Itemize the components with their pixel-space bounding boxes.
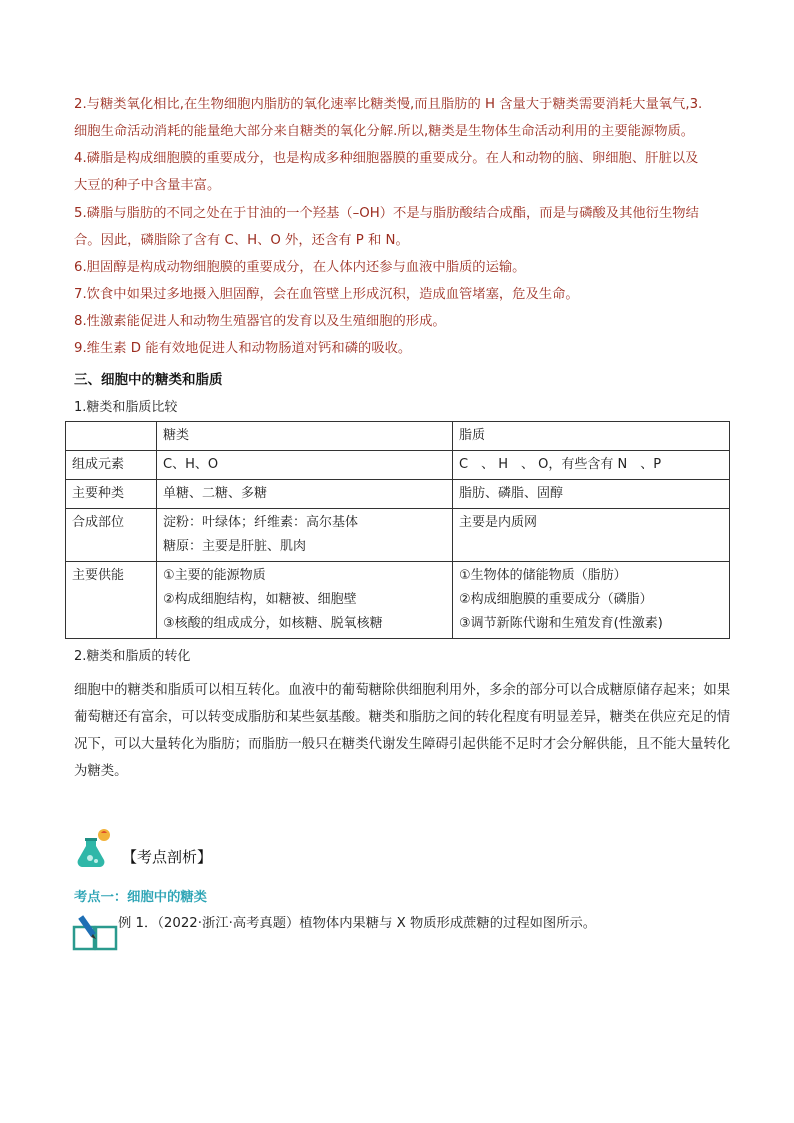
row-label: 主要种类 xyxy=(66,480,157,509)
row-label: 主要供能 xyxy=(66,562,157,639)
point-line-5: 5.磷脂与脂肪的不同之处在于甘油的一个羟基（–OH）不是与脂肪酸结合成酯，而是与磷酸及其他衍生物结 xyxy=(74,206,699,221)
lipid-cell xyxy=(453,480,730,509)
point-line-6: 合。因此，磷脂除了含有 C、H、O 外，还含有 P 和 N。 xyxy=(74,233,409,248)
lipid-cell xyxy=(453,509,730,562)
cell-line: ①生物体的储能物质（脂肪） xyxy=(459,568,627,583)
conversion-paragraph: 细胞中的糖类和脂质可以相互转化。血液中的葡萄糖除供细胞利用外，多余的部分可以合成糖原储存起来；如果葡萄糖还有富余，可以转变成脂肪和某些氨基酸。糖类和脂肪之间的转化程度有明显差异，糖类在供应充足的情况下，可以大量转化为脂肪；而脂肪一般只在糖类代谢发生障碍引起供能不足时才会分解供能，且不能大量转化为糖类。 xyxy=(74,683,731,779)
sugar-cell xyxy=(157,509,453,562)
book-pen-icon xyxy=(72,913,118,953)
table-row xyxy=(66,562,730,639)
point-line-4: 大豆的种子中含量丰富。 xyxy=(74,178,221,193)
cell-line: ②构成细胞膜的重要成分（磷脂） xyxy=(459,592,653,607)
point-line-9: 8.性激素能促进人和动物生殖器官的发育以及生殖细胞的形成。 xyxy=(74,314,446,329)
table-row xyxy=(66,480,730,509)
cell-line: 脂肪、磷脂、固醇 xyxy=(459,486,564,501)
cell-line: 主要是内质网 xyxy=(459,515,538,530)
table-header-cell: 脂质 xyxy=(453,422,730,451)
lipid-cell xyxy=(453,451,730,480)
table-header-row xyxy=(66,422,730,451)
kaodian-heading: 考点一：细胞中的糖类 xyxy=(74,890,207,905)
cell-line: C、H、O xyxy=(163,457,219,472)
point-line-3: 4.磷脂是构成细胞膜的重要成分，也是构成多种细胞器膜的重要成分。在人和动物的脑、卵细胞、肝脏以及 xyxy=(74,151,699,166)
lipid-cell xyxy=(453,562,730,639)
sugar-cell xyxy=(157,480,453,509)
sugar-cell xyxy=(157,451,453,480)
cell-line: ②构成细胞结构，如糖被、细胞壁 xyxy=(163,592,357,607)
subheading-comparison: 1.糖类和脂质比较 xyxy=(74,400,178,415)
point-line-1: 2.与糖类氧化相比,在生物细胞内脂肪的氧化速率比糖类慢,而且脂肪的 H 含量大于糖类需要消耗大量氧气,3. xyxy=(74,97,703,112)
point-line-10: 9.维生素 D 能有效地促进人和动物肠道对钙和磷的吸收。 xyxy=(74,341,412,356)
point-line-8: 7.饮食中如果过多地摄入胆固醇，会在血管壁上形成沉积，造成血管堵塞，危及生命。 xyxy=(74,287,579,302)
cell-line: 单糖、二糖、多糖 xyxy=(163,486,268,501)
point-line-7: 6.胆固醇是构成动物细胞膜的重要成分，在人体内还参与血液中脂质的运输。 xyxy=(74,260,526,275)
cell-line: 糖原：主要是肝脏、肌肉 xyxy=(163,539,307,554)
flask-icon xyxy=(74,826,118,870)
comparison-table xyxy=(65,421,730,639)
cell-line: 淀粉：叶绿体；纤维素：高尔基体 xyxy=(163,515,359,530)
example-1-text: 例 1．（2022·浙江·高考真题）植物体内果糖与 X 物质形成蔗糖的过程如图所示。 xyxy=(118,916,597,931)
sugar-cell xyxy=(157,562,453,639)
cell-line: C 、 H 、 O，有些含有 N 、P xyxy=(459,457,662,472)
table-row xyxy=(66,451,730,480)
table-row xyxy=(66,509,730,562)
row-label: 组成元素 xyxy=(66,451,157,480)
subheading-conversion: 2.糖类和脂质的转化 xyxy=(74,649,191,664)
cell-line: ③核酸的组成成分，如核糖、脱氧核糖 xyxy=(163,616,383,631)
analysis-title: 【考点剖析】 xyxy=(122,848,213,866)
cell-line: ①主要的能源物质 xyxy=(163,568,266,583)
table-header-cell xyxy=(66,422,157,451)
point-line-2: 细胞生命活动消耗的能量绝大部分来自糖类的氧化分解.所以,糖类是生物体生命活动利用的主要能源物质。 xyxy=(74,124,695,139)
table-header-cell: 糖类 xyxy=(157,422,453,451)
cell-line: ③调节新陈代谢和生殖发育(性激素) xyxy=(459,616,663,631)
section-title: 三、细胞中的糖类和脂质 xyxy=(74,372,223,388)
row-label: 合成部位 xyxy=(66,509,157,562)
